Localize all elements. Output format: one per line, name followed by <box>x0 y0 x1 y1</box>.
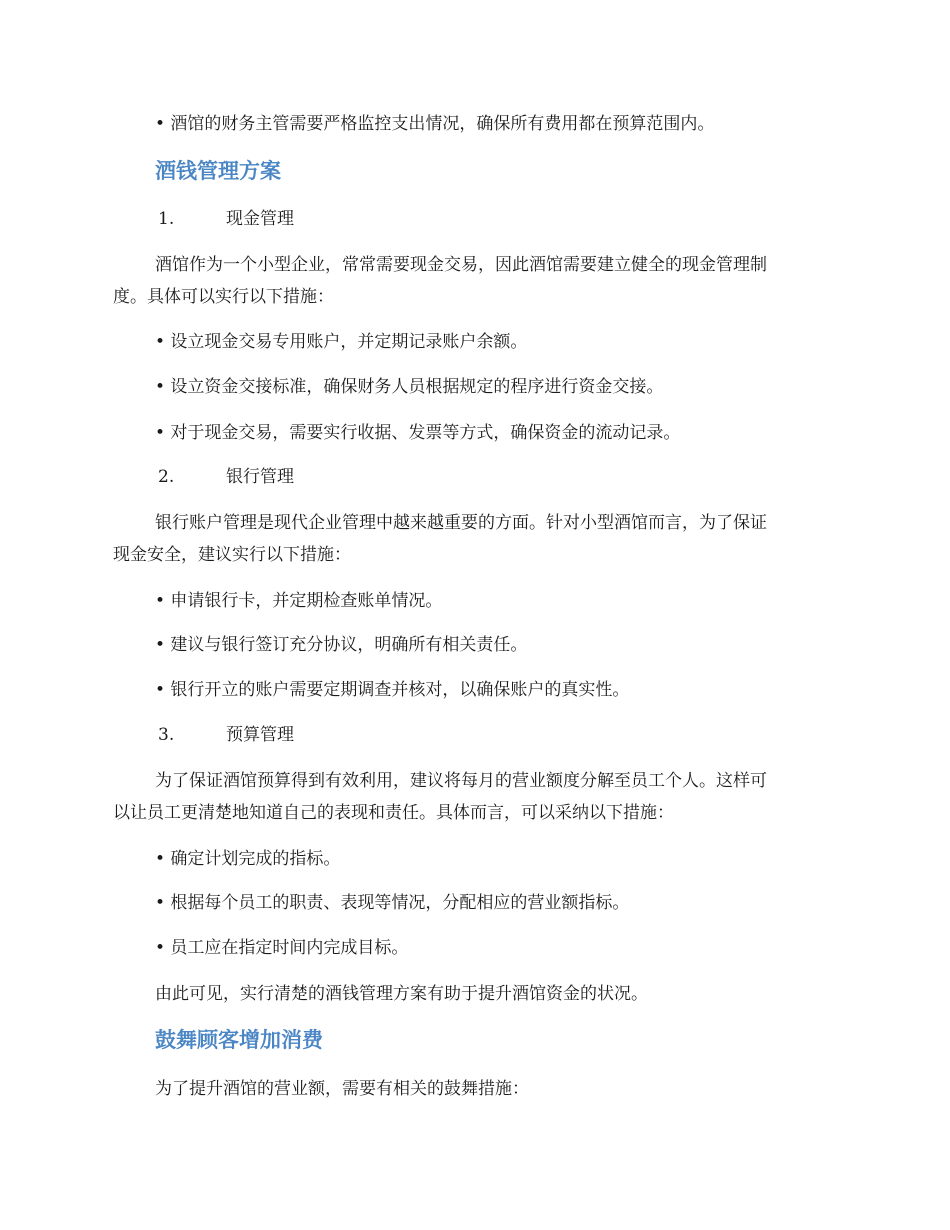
bullet-item: • 确定计划完成的指标。 <box>155 849 341 869</box>
bullet-item: • 设立现金交易专用账户，并定期记录账户余额。 <box>155 332 528 352</box>
bullet-item: • 对于现金交易，需要实行收据、发票等方式，确保资金的流动记录。 <box>155 423 681 443</box>
numbered-heading-budget <box>158 724 294 746</box>
paragraph-line: 银行账户管理是现代企业管理中越来越重要的方面。针对小型酒馆而言，为了保证 <box>155 513 767 533</box>
bullet-item: • 设立资金交接标准，确保财务人员根据规定的程序进行资金交接。 <box>155 377 664 397</box>
bullet-item: • 员工应在指定时间内完成目标。 <box>155 938 409 958</box>
conclusion-paragraph: 由此可见，实行清楚的酒钱管理方案有助于提升酒馆资金的状况。 <box>155 984 648 1004</box>
item-title: 现金管理 <box>226 209 294 229</box>
item-number: 1. <box>158 209 175 229</box>
item-number: 2. <box>158 467 175 487</box>
bullet-item: • 建议与银行签订充分协议，明确所有相关责任。 <box>155 635 528 655</box>
bullet-item: • 申请银行卡，并定期检查账单情况。 <box>155 591 443 611</box>
paragraph-line: 度。具体可以实行以下措施： <box>113 287 334 307</box>
paragraph-line: 酒馆作为一个小型企业，常常需要现金交易，因此酒馆需要建立健全的现金管理制 <box>155 255 767 275</box>
item-title: 预算管理 <box>226 725 294 745</box>
section-intro-paragraph: 为了提升酒馆的营业额，需要有相关的鼓舞措施： <box>155 1079 529 1099</box>
intro-bullet: • 酒馆的财务主管需要严格监控支出情况，确保所有费用都在预算范围内。 <box>155 114 715 134</box>
bullet-item: • 根据每个员工的职责、表现等情况，分配相应的营业额指标。 <box>155 893 630 913</box>
item-number: 3. <box>158 725 175 745</box>
item-title: 银行管理 <box>226 467 294 487</box>
bullet-item: • 银行开立的账户需要定期调查并核对，以确保账户的真实性。 <box>155 680 630 700</box>
paragraph-line: 为了保证酒馆预算得到有效利用，建议将每月的营业额度分解至员工个人。这样可 <box>155 771 767 791</box>
paragraph-line: 以让员工更清楚地知道自己的表现和责任。具体而言，可以采纳以下措施： <box>113 803 674 823</box>
section-heading-encourage-spending: 鼓舞顾客增加消费 <box>155 1028 323 1052</box>
numbered-heading-cash <box>158 208 294 230</box>
section-heading-budget-management: 酒钱管理方案 <box>155 159 281 183</box>
numbered-heading-bank <box>158 466 294 488</box>
paragraph-line: 现金安全，建议实行以下措施： <box>113 545 351 565</box>
